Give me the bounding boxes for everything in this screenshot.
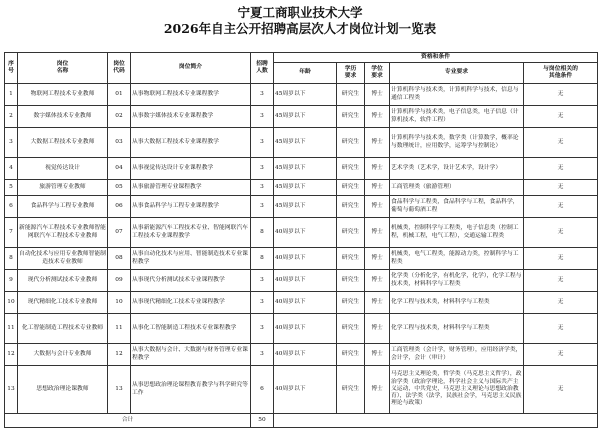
cell-education: 研究生 (337, 314, 365, 344)
cell-major: 工商管理类（旅游管理） (390, 180, 524, 196)
header-education (337, 63, 365, 84)
cell-position-intro: 从事化工智能制造工程技术专业课程教学 (131, 314, 251, 344)
cell-age: 40周岁以下 (274, 218, 337, 248)
cell-seq: 1 (5, 84, 18, 106)
cell-major: 化学类（分析化学，有机化学，化学），化学工程与技术类，材料科学与工程类 (390, 270, 524, 292)
cell-count: 3 (251, 158, 274, 180)
cell-other: 无 (524, 344, 598, 366)
cell-major: 化学工程与技术类，材料科学与工程类 (390, 314, 524, 344)
cell-major: 工商管理类（会计学，财务管理），应用经济学类，会计学，会计（审计） (390, 344, 524, 366)
cell-other: 无 (524, 218, 598, 248)
cell-other: 无 (524, 196, 598, 218)
cell-degree: 博士 (365, 366, 390, 414)
cell-count: 8 (251, 218, 274, 248)
cell-other: 无 (524, 158, 598, 180)
cell-seq: 7 (5, 218, 18, 248)
cell-seq: 11 (5, 314, 18, 344)
cell-degree: 博士 (365, 196, 390, 218)
cell-other: 无 (524, 248, 598, 270)
cell-count: 3 (251, 292, 274, 314)
document-title-line1: 宁夏工商职业技术大学 (237, 5, 363, 20)
cell-major: 食品科学与工程类，食品科学与工程，食品科学，葡萄与葡萄酒工程 (390, 196, 524, 218)
cell-age: 40周岁以下 (274, 314, 337, 344)
table-row (5, 270, 598, 292)
cell-degree: 博士 (365, 84, 390, 106)
header-position-code-text: 岗位 代码 (113, 60, 125, 74)
cell-position-code: 07 (108, 218, 131, 248)
header-other-text: 与岗位相关的 其他条件 (543, 65, 578, 79)
table-row (5, 180, 598, 196)
cell-degree: 博士 (365, 270, 390, 292)
cell-education: 研究生 (337, 218, 365, 248)
cell-degree: 博士 (365, 344, 390, 366)
total-empty-cell (274, 414, 598, 428)
cell-age: 45周岁以下 (274, 196, 337, 218)
cell-position-name: 自动化技术与应用专业教师智能制造技术专业教师 (18, 248, 108, 270)
cell-position-name: 物联网工程技术专业教师 (18, 84, 108, 106)
cell-education: 研究生 (337, 180, 365, 196)
table-row (5, 106, 598, 128)
cell-seq: 13 (5, 366, 18, 414)
cell-seq: 5 (5, 180, 18, 196)
cell-education: 研究生 (337, 196, 365, 218)
cell-position-code: 13 (108, 366, 131, 414)
cell-position-code: 09 (108, 270, 131, 292)
cell-other: 无 (524, 314, 598, 344)
header-other (524, 63, 598, 84)
table-row (5, 292, 598, 314)
cell-major: 机械类，电气工程类，能源动力类，控制科学与工程类 (390, 248, 524, 270)
cell-count: 3 (251, 314, 274, 344)
cell-position-code: 04 (108, 158, 131, 180)
cell-count: 8 (251, 248, 274, 270)
header-count-text: 招聘 人数 (256, 60, 268, 74)
cell-position-intro: 从事新能源汽车工程技术专业、智能网联汽车工程技术专业课程教学 (131, 218, 251, 248)
cell-position-intro: 从事数字媒体技术专业课程教学 (131, 106, 251, 128)
cell-position-name: 大数据工程技术专业教师 (18, 128, 108, 158)
header-count (251, 53, 274, 84)
cell-education: 研究生 (337, 84, 365, 106)
cell-education: 研究生 (337, 270, 365, 292)
cell-major: 化学工程与技术类，材料科学与工程类 (390, 292, 524, 314)
cell-degree: 博士 (365, 180, 390, 196)
cell-position-code: 12 (108, 344, 131, 366)
cell-seq: 6 (5, 196, 18, 218)
cell-position-intro: 从事大数据与会计、大数据与财务管理专业课程教学 (131, 344, 251, 366)
cell-degree: 博士 (365, 158, 390, 180)
cell-position-intro: 从事现代分析测试技术专业课程教学 (131, 270, 251, 292)
table-body (5, 84, 598, 428)
table-row (5, 248, 598, 270)
table-row (5, 84, 598, 106)
cell-position-name: 化工智能制造工程技术专业教师 (18, 314, 108, 344)
cell-position-name: 现代分析测试技术专业教师 (18, 270, 108, 292)
cell-degree: 博士 (365, 248, 390, 270)
cell-education: 研究生 (337, 248, 365, 270)
cell-other: 无 (524, 106, 598, 128)
cell-education: 研究生 (337, 292, 365, 314)
cell-education: 研究生 (337, 106, 365, 128)
table-row (5, 314, 598, 344)
cell-count: 3 (251, 128, 274, 158)
cell-position-code: 10 (108, 292, 131, 314)
cell-education: 研究生 (337, 366, 365, 414)
cell-other: 无 (524, 270, 598, 292)
cell-age: 45周岁以下 (274, 106, 337, 128)
cell-position-name: 数字媒体技术专业教师 (18, 106, 108, 128)
cell-seq: 9 (5, 270, 18, 292)
cell-seq: 2 (5, 106, 18, 128)
cell-major: 机械类，控制科学与工程类，电子信息类（控制工程，机械工程，电气工程），交通运输工程类 (390, 218, 524, 248)
cell-position-name: 新能源汽车工程技术专业教师智能网联汽车工程技术专业教师 (18, 218, 108, 248)
cell-position-name: 旅游管理专业教师 (18, 180, 108, 196)
cell-education: 研究生 (337, 128, 365, 158)
cell-other: 无 (524, 180, 598, 196)
cell-age: 45周岁以下 (274, 84, 337, 106)
cell-major: 计算机科学与技术类，计算机科学与技术，信息与通信工程类 (390, 84, 524, 106)
cell-count: 3 (251, 344, 274, 366)
cell-position-code: 11 (108, 314, 131, 344)
cell-position-code: 05 (108, 180, 131, 196)
header-age: 年龄 (274, 63, 337, 84)
cell-position-intro: 从事思想政治理论课程教育教学与科学研究等工作 (131, 366, 251, 414)
cell-count: 3 (251, 196, 274, 218)
cell-position-name: 现代精细化工技术专业教师 (18, 292, 108, 314)
cell-age: 40周岁以下 (274, 366, 337, 414)
header-education-text: 学历 要求 (344, 65, 357, 79)
cell-position-intro: 从事旅游管理专业课程教学 (131, 180, 251, 196)
cell-position-code: 01 (108, 84, 131, 106)
cell-other: 无 (524, 84, 598, 106)
table-row (5, 344, 598, 366)
cell-position-code: 02 (108, 106, 131, 128)
recruitment-plan-table (4, 52, 598, 428)
cell-degree: 博士 (365, 128, 390, 158)
cell-position-intro: 从事食品科学与工程专业课程教学 (131, 196, 251, 218)
cell-position-name: 食品科学与工程专业教师 (18, 196, 108, 218)
total-count: 50 (251, 414, 274, 428)
cell-position-intro: 从事自动化技术与应用、智能制造技术专业课程教学 (131, 248, 251, 270)
cell-count: 3 (251, 84, 274, 106)
header-position-intro: 岗位简介 (131, 53, 251, 84)
cell-position-intro: 从事物联网工程技术专业课程教学 (131, 84, 251, 106)
cell-position-name: 视觉传达设计 (18, 158, 108, 180)
header-degree-text: 学位 要求 (371, 65, 383, 79)
cell-age: 45周岁以下 (274, 158, 337, 180)
header-degree (365, 63, 390, 84)
cell-other: 无 (524, 128, 598, 158)
cell-count: 6 (251, 366, 274, 414)
header-seq: 序号 (5, 53, 18, 84)
cell-position-intro: 从事大数据工程技术专业课程教学 (131, 128, 251, 158)
cell-seq: 10 (5, 292, 18, 314)
cell-position-code: 06 (108, 196, 131, 218)
cell-position-name: 大数据与会计专业教师 (18, 344, 108, 366)
cell-age: 40周岁以下 (274, 344, 337, 366)
cell-seq: 4 (5, 158, 18, 180)
cell-other: 无 (524, 366, 598, 414)
cell-seq: 3 (5, 128, 18, 158)
cell-education: 研究生 (337, 344, 365, 366)
cell-count: 3 (251, 106, 274, 128)
document-page (0, 5, 600, 434)
cell-position-intro: 从事视觉传达设计专业课程教学 (131, 158, 251, 180)
cell-major: 计算机科学与技术类，数学类（计算数学，概率论与数理统计，应用数学，运筹学与控制论） (390, 128, 524, 158)
cell-major: 艺术学类（艺术学，设计艺术学，设计学） (390, 158, 524, 180)
header-position-name-text: 岗位 名称 (56, 60, 69, 74)
document-title-line2: 2026年自主公开招聘高层次人才岗位计划一览表 (163, 21, 437, 36)
cell-other: 无 (524, 292, 598, 314)
cell-count: 3 (251, 270, 274, 292)
cell-position-code: 03 (108, 128, 131, 158)
cell-position-name: 思想政治理论课教师 (18, 366, 108, 414)
cell-position-intro: 从事现代精细化工技术专业课程教学 (131, 292, 251, 314)
header-major: 专业要求 (390, 63, 524, 84)
cell-age: 40周岁以下 (274, 292, 337, 314)
cell-major: 马克思主义理论类，哲学类（马克思主义哲学），政治学类（政治学理论，科学社会主义与国际共产主义运动，中共党史，马克思主义理论与思想政治教育），法学类（法学，民族社会学，马克思主义民族理论与政策） (390, 366, 524, 414)
table-row (5, 366, 598, 414)
total-row (5, 414, 598, 428)
cell-seq: 8 (5, 248, 18, 270)
table-row (5, 158, 598, 180)
table-row (5, 218, 598, 248)
cell-degree: 博士 (365, 292, 390, 314)
cell-degree: 博士 (365, 218, 390, 248)
header-position-code (108, 53, 131, 84)
cell-degree: 博士 (365, 106, 390, 128)
cell-major: 计算机科学与技术类，电子信息类，电子信息（计算机技术，软件工程） (390, 106, 524, 128)
cell-education: 研究生 (337, 158, 365, 180)
total-label: 合计 (5, 414, 251, 428)
cell-age: 45周岁以下 (274, 180, 337, 196)
cell-age: 40周岁以下 (274, 270, 337, 292)
header-position-name (18, 53, 108, 84)
cell-degree: 博士 (365, 314, 390, 344)
table-row (5, 128, 598, 158)
cell-age: 40周岁以下 (274, 248, 337, 270)
table-row (5, 196, 598, 218)
cell-position-code: 08 (108, 248, 131, 270)
cell-count: 3 (251, 180, 274, 196)
cell-seq: 12 (5, 344, 18, 366)
header-conditions: 资格和条件 (274, 53, 598, 63)
cell-age: 45周岁以下 (274, 128, 337, 158)
